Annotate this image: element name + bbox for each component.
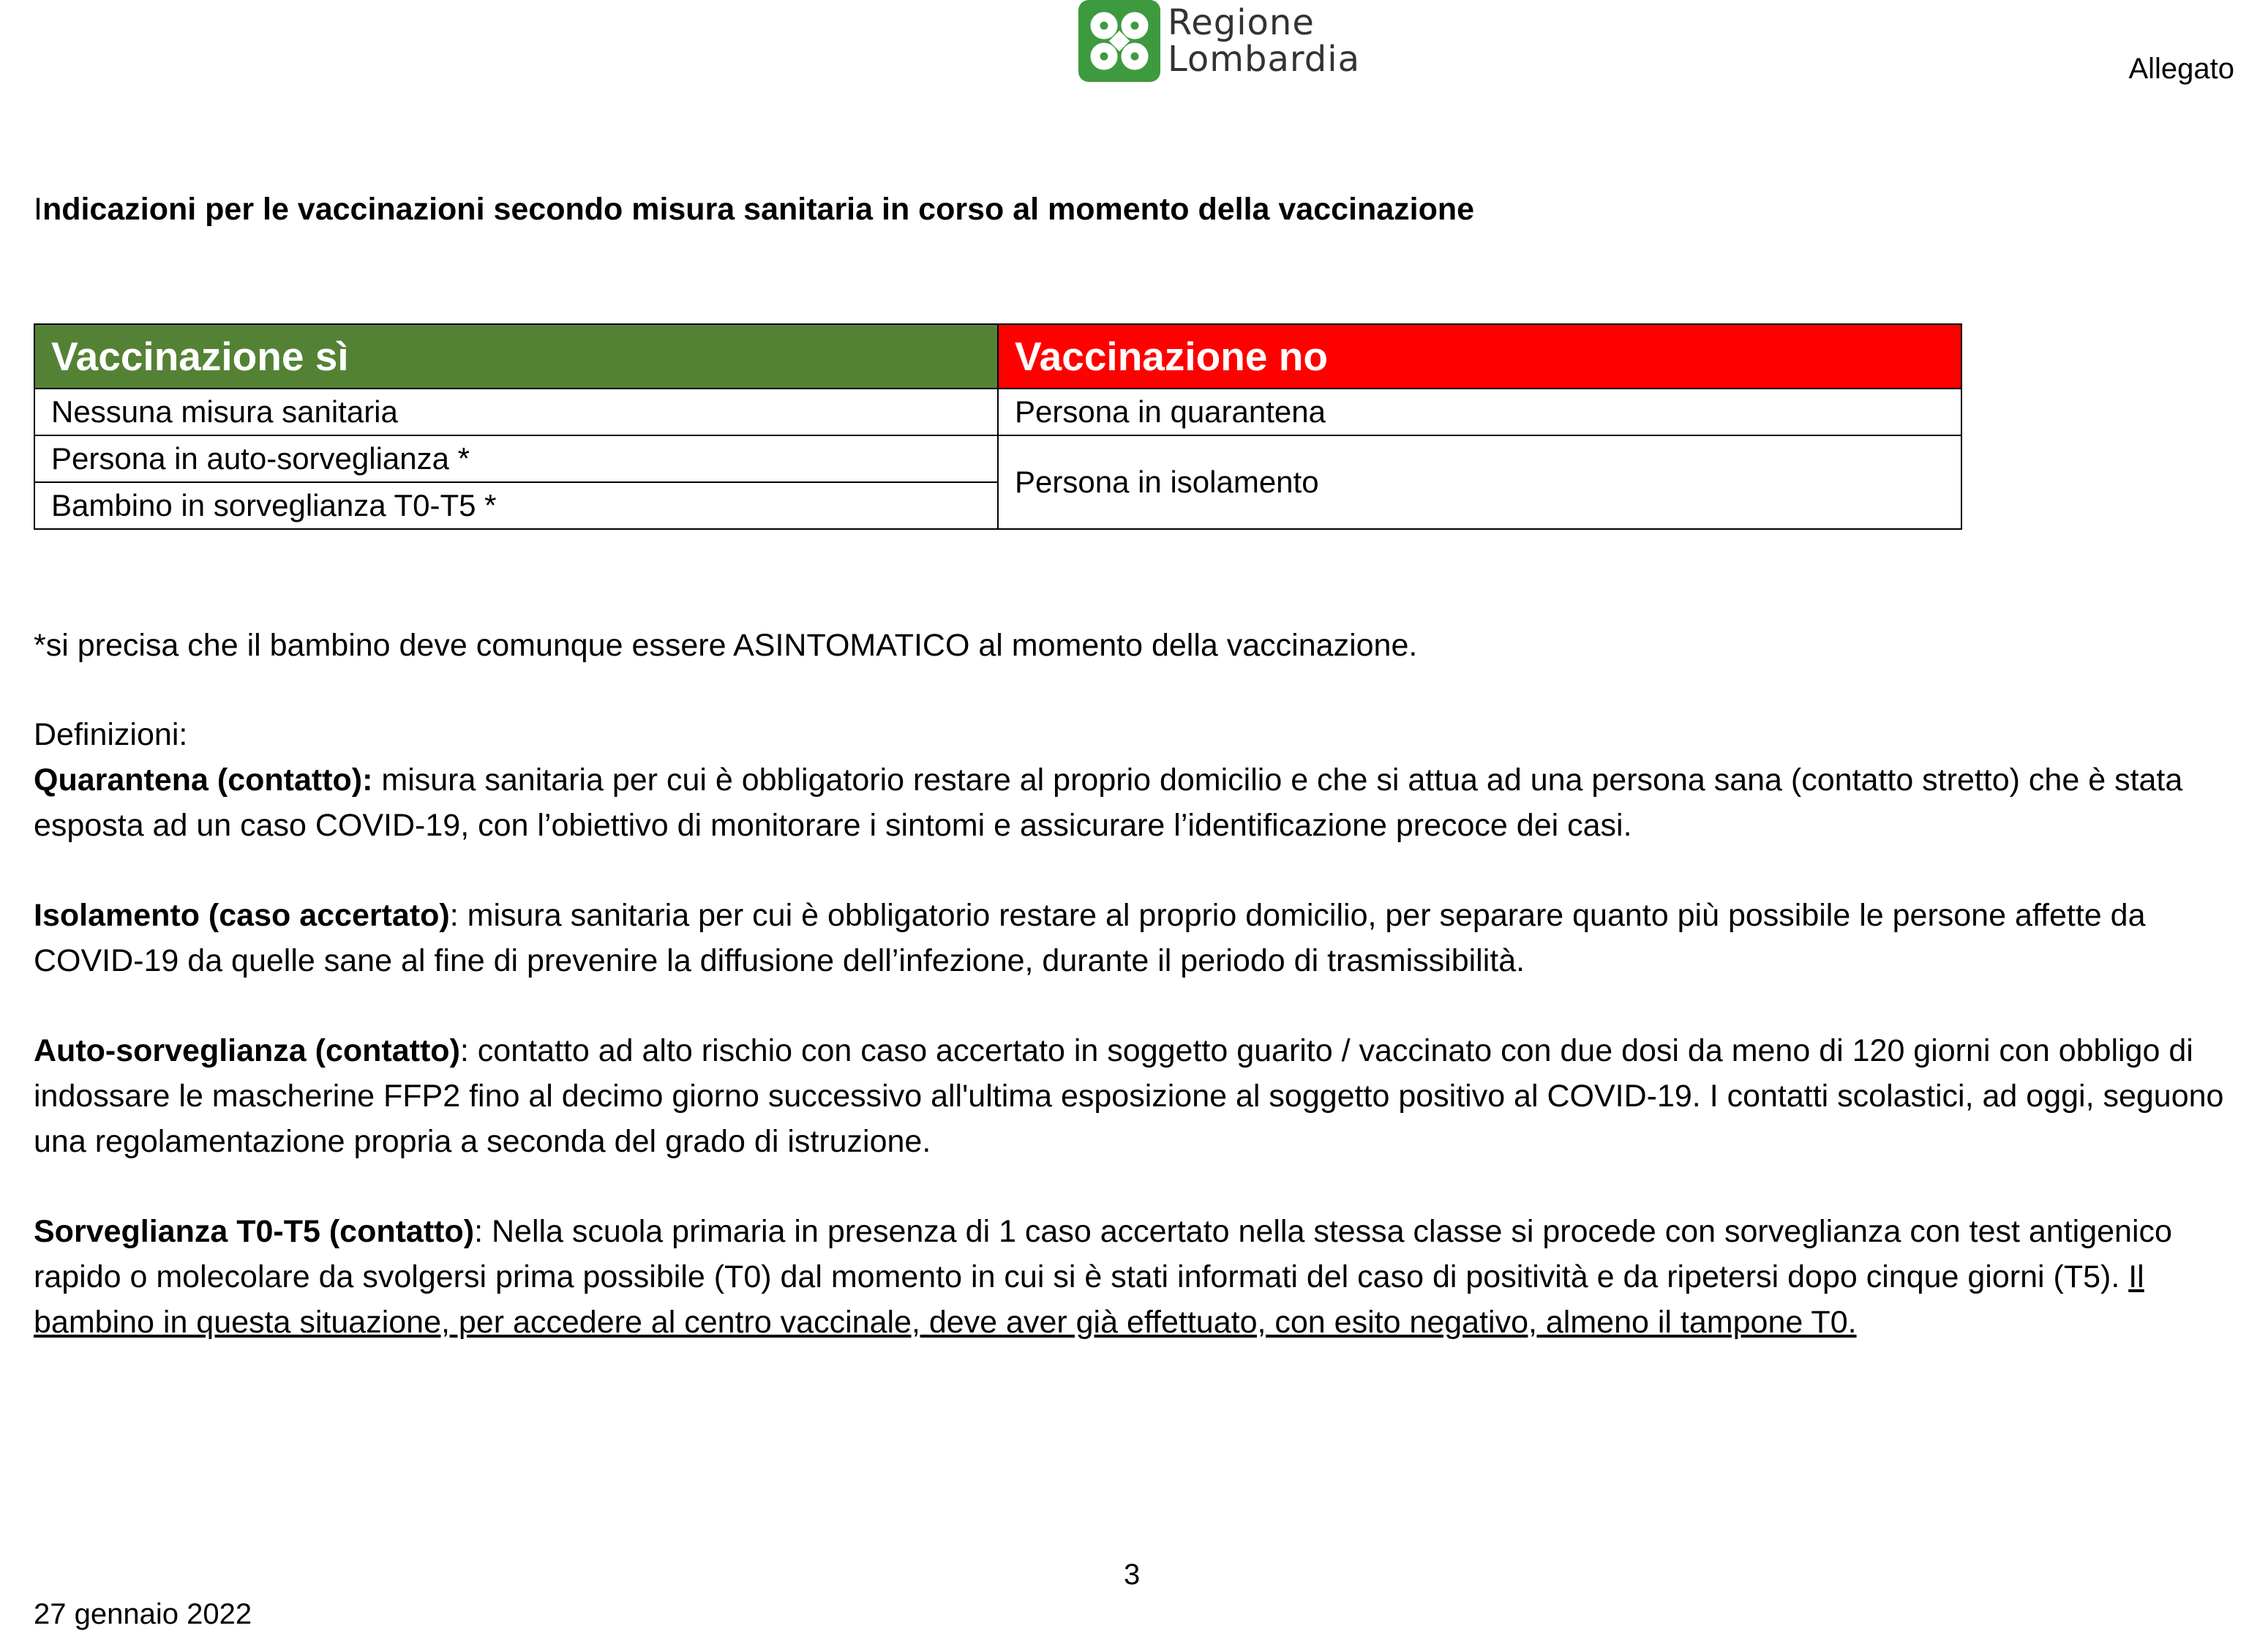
definitions-heading: Definizioni: [34, 717, 188, 752]
no-cell-quarantine: Persona in quarantena [998, 389, 1961, 435]
term-self-surveillance: Auto-sorveglianza (contatto) [34, 1033, 460, 1068]
definition-t0-t5-surveillance [34, 1209, 2236, 1345]
term-isolation: Isolamento (caso accertato) [34, 898, 450, 933]
attachment-label: Allegato [2128, 53, 2234, 85]
text-quarantine: misura sanitaria per cui è obbligatorio restare al proprio domicilio e che si attua ad una persona sana (contatto stretto) che è stata esposta ad un caso COVID-19, con l’obiettivo di monitorare i sintomi e assicurare l’identificazione precoce dei casi. [34, 762, 2183, 843]
header-vaccination-no: Vaccinazione no [998, 324, 1961, 389]
asymptomatic-note: *si precisa che il bambino deve comunque essere ASINTOMATICO al momento della vaccinazione. [34, 628, 1418, 663]
no-cell-isolation: Persona in isolamento [998, 435, 1961, 529]
page-number: 3 [1124, 1559, 1141, 1591]
logo-line-2: Lombardia [1168, 39, 1361, 80]
region-logo-icon [1078, 0, 1160, 82]
vaccination-table [34, 323, 1962, 530]
header-vaccination-yes: Vaccinazione sì [34, 324, 998, 389]
yes-cell-child-surveillance: Bambino in sorveglianza T0-T5 * [34, 482, 998, 529]
definitions-block [34, 712, 2236, 848]
title-rest: ndicazioni per le vaccinazioni secondo misura sanitaria in corso al momento della vaccinazione [42, 192, 1475, 227]
title-first-letter: I [34, 192, 42, 227]
definition-quarantine [34, 757, 2236, 848]
text-t0-t5-underlined: Il bambino in questa situazione, per accedere al centro vaccinale, deve aver già effettuato, con esito negativo, almeno il tampone T0. [34, 1259, 2144, 1340]
yes-cell-self-surveillance: Persona in auto-sorveglianza * [34, 435, 998, 482]
term-quarantine: Quarantena (contatto): [34, 762, 373, 798]
text-t0-t5: : Nella scuola primaria in presenza di 1 caso accertato nella stessa classe si procede con sorveglianza con test antigenico rapido o molecolare da svolgersi prima possibile (T0) dal momento in cui si è stati informati del caso di positività e da ripetersi dopo cinque giorni (T5). [34, 1214, 2172, 1294]
definition-isolation [34, 893, 2236, 983]
term-t0-t5: Sorveglianza T0-T5 (contatto) [34, 1214, 475, 1249]
logo-line-1: Regione [1168, 2, 1315, 43]
text-self-surveillance: : contatto ad alto rischio con caso accertato in soggetto guarito / vaccinato con due dosi da meno di 120 giorni con obbligo di indossare le mascherine FFP2 fino al decimo giorno successivo all'ultima esposizione al soggetto positivo al COVID-19. I contatti scolastici, ad oggi, seguono una regolamentazione propria a seconda del grado di istruzione. [34, 1033, 2224, 1159]
region-logo [1078, 0, 1360, 82]
definition-self-surveillance [34, 1028, 2236, 1164]
document-date: 27 gennaio 2022 [34, 1598, 252, 1630]
yes-cell-no-measure: Nessuna misura sanitaria [34, 389, 998, 435]
region-logo-text [1168, 4, 1360, 78]
text-isolation: : misura sanitaria per cui è obbligatorio restare al proprio domicilio, per separare quanto più possibile le persone affette da COVID-19 da quelle sane al fine di prevenire la diffusione dell’infezione, durante il periodo di trasmissibilità. [34, 898, 2146, 978]
document-title [34, 192, 1474, 228]
